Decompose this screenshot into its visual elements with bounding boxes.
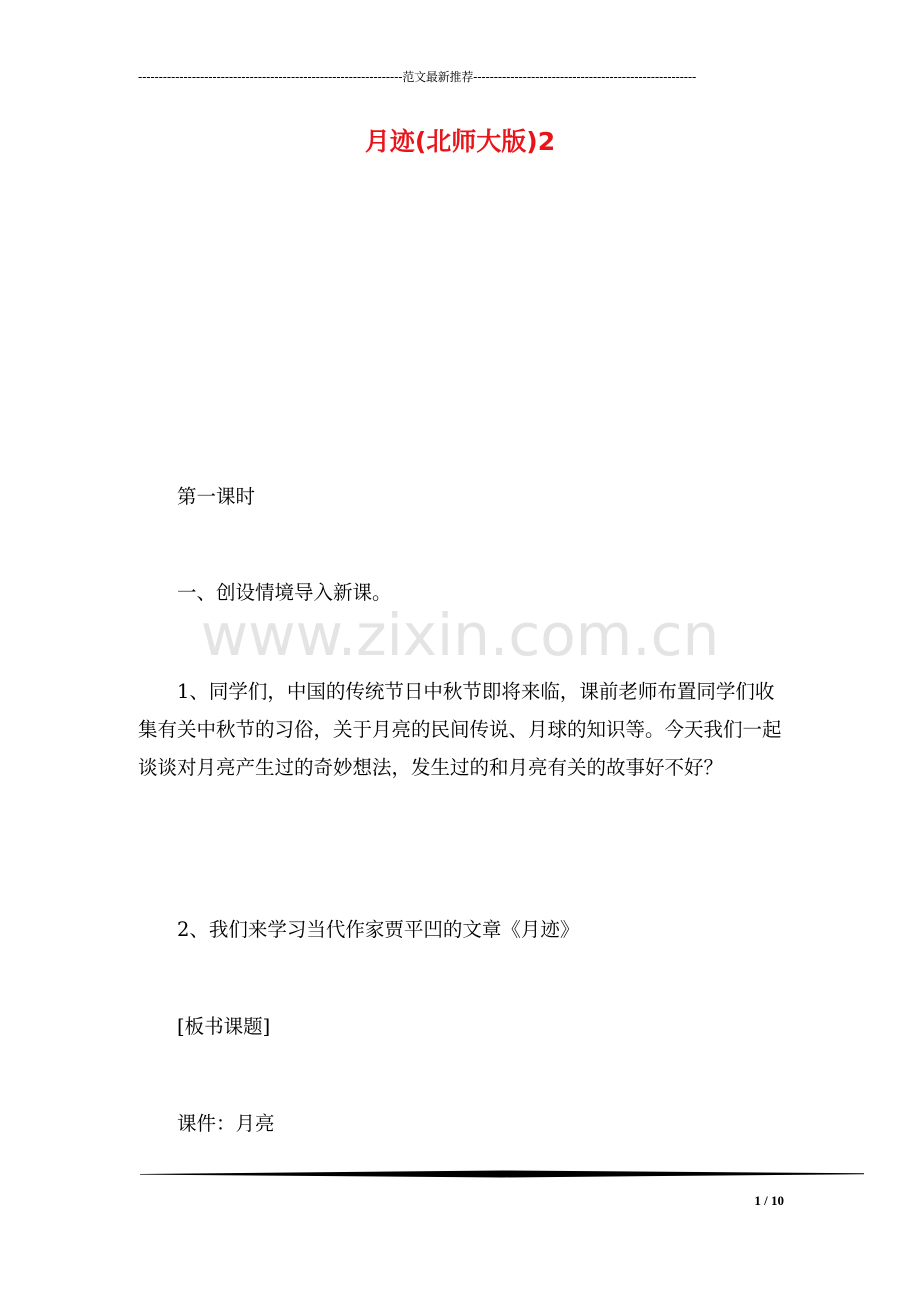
- paragraph-section-heading: 一、创设情境导入新课。: [177, 581, 392, 604]
- paragraph-courseware: 课件：月亮: [177, 1112, 275, 1135]
- paragraph-intro: 1、同学们，中国的传统节日中秋节即将来临，课前老师布置同学们收集有关中秋节的习俗，关于月亮的民间传说、月球的知识等。今天我们一起谈谈对月亮产生过的奇妙想法，发生过的和月亮有关的故事好不好？: [138, 680, 782, 779]
- document-title: 月迹(北师大版)2: [364, 127, 556, 156]
- page-header: ----------------------------------------------------------------范文最新推荐------------------------------------------------------: [138, 70, 697, 84]
- paragraph-board-note: [板书课题]: [177, 1015, 271, 1038]
- footer-divider: [140, 1170, 864, 1178]
- page-number: 1 / 10: [754, 1193, 784, 1208]
- paragraph-step-two: 2、我们来学习当代作家贾平凹的文章《月迹》: [177, 918, 580, 941]
- paragraph-lesson-label: 第一课时: [177, 485, 256, 508]
- watermark: www.zixin.com.cn: [200, 601, 720, 669]
